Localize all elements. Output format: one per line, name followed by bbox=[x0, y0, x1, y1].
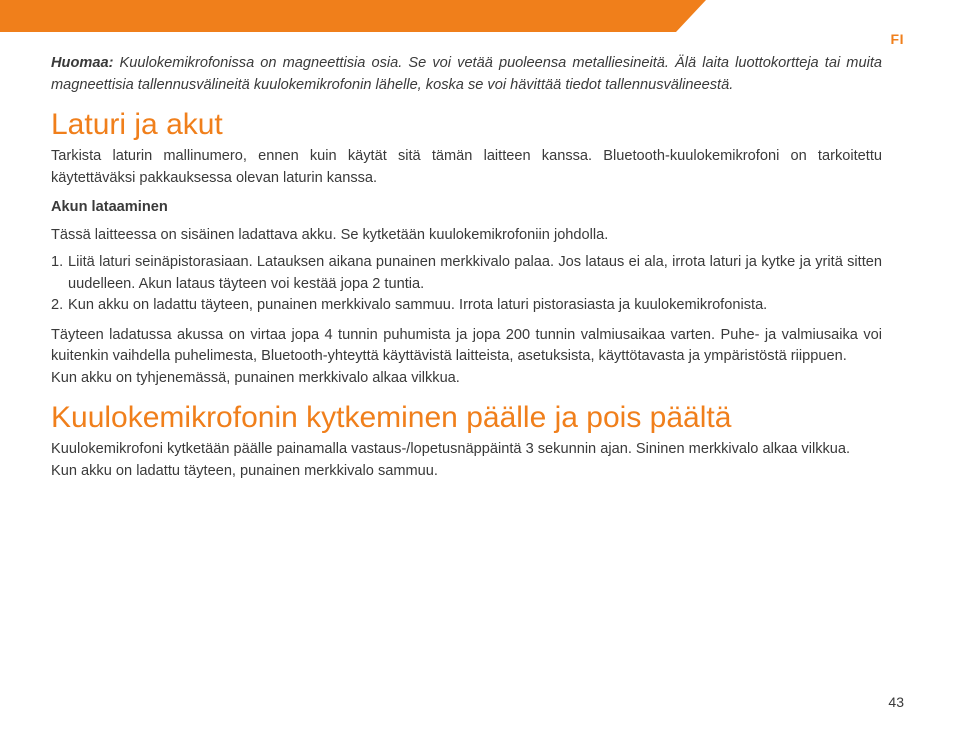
charging-intro: Tässä laitteessa on sisäinen ladattava akku. Se kytketään kuulokemikrofoniin johdolla. bbox=[51, 226, 609, 243]
page-number: 43 bbox=[888, 694, 904, 710]
section-title-power: Kuulokemikrofonin kytkeminen päälle ja pois päältä bbox=[51, 401, 732, 434]
power-on-info: Kuulokemikrofoni kytketään päälle painamalla vastaus-/lopetusnäppäintä 3 sekunnin ajan. Sininen merkkivalo alkaa vilkkua. bbox=[51, 441, 851, 457]
step-text: Kun akku on ladattu täyteen, punainen merkkivalo sammuu. Irrota laturi pistorasiasta ja kuulokemikrofonista. bbox=[68, 297, 768, 313]
magnet-note bbox=[51, 53, 882, 96]
low-battery-info: Kun akku on tyhjenemässä, punainen merkkivalo alkaa vilkkua. bbox=[51, 369, 460, 386]
charging-steps bbox=[51, 252, 882, 317]
step-2 bbox=[51, 295, 882, 317]
note-label: Huomaa: bbox=[51, 55, 114, 71]
charging-subheading: Akun lataaminen bbox=[51, 199, 168, 215]
step-text: Liitä laturi seinäpistorasiaan. Latauksen aikana punainen merkkivalo palaa. Jos lataus ei ala, irrota laturi ja kytke ja yritä sitten uudelleen. Akun lataus täyteen voi kestää jopa 2 tuntia. bbox=[68, 254, 882, 292]
charger-intro: Tarkista laturin mallinumero, ennen kuin käytät sitä tämän laitteen kanssa. Bluetooth-kuulokemikrofoni on tarkoitettu käytettäväksi pakkauksessa olevan laturin kanssa. bbox=[51, 148, 882, 186]
section-title-charger: Laturi ja akut bbox=[51, 108, 223, 141]
step-number: 2. bbox=[51, 297, 64, 313]
step-number: 1. bbox=[51, 254, 64, 270]
note-text: Kuulokemikrofonissa on magneettisia osia. Se voi vetää puoleensa metalliesineitä. Älä laita luottokortteja tai muita magneettisia tallennusvälineitä kuulokemikrofonin lähelle, koska se voi hävittää tiedot tallennusvälineestä. bbox=[51, 55, 882, 93]
header-accent-bar bbox=[0, 0, 954, 32]
step-1 bbox=[51, 252, 882, 295]
charged-info: Kun akku on ladattu täyteen, punainen merkkivalo sammuu. bbox=[51, 462, 438, 479]
page-content bbox=[51, 53, 882, 482]
battery-life-info: Täyteen ladatussa akussa on virtaa jopa 4 tunnin puhumista ja jopa 200 tunnin valmiusaikaa varten. Puhe- ja valmiusaika voi kuitenkin vaihdella puhelimesta, Bluetooth-yhteyttä käyttävistä laitteista, asetuksista, käyttötavasta ja ympäristöstä riippuen. bbox=[51, 326, 882, 364]
language-tag: FI bbox=[890, 31, 904, 47]
